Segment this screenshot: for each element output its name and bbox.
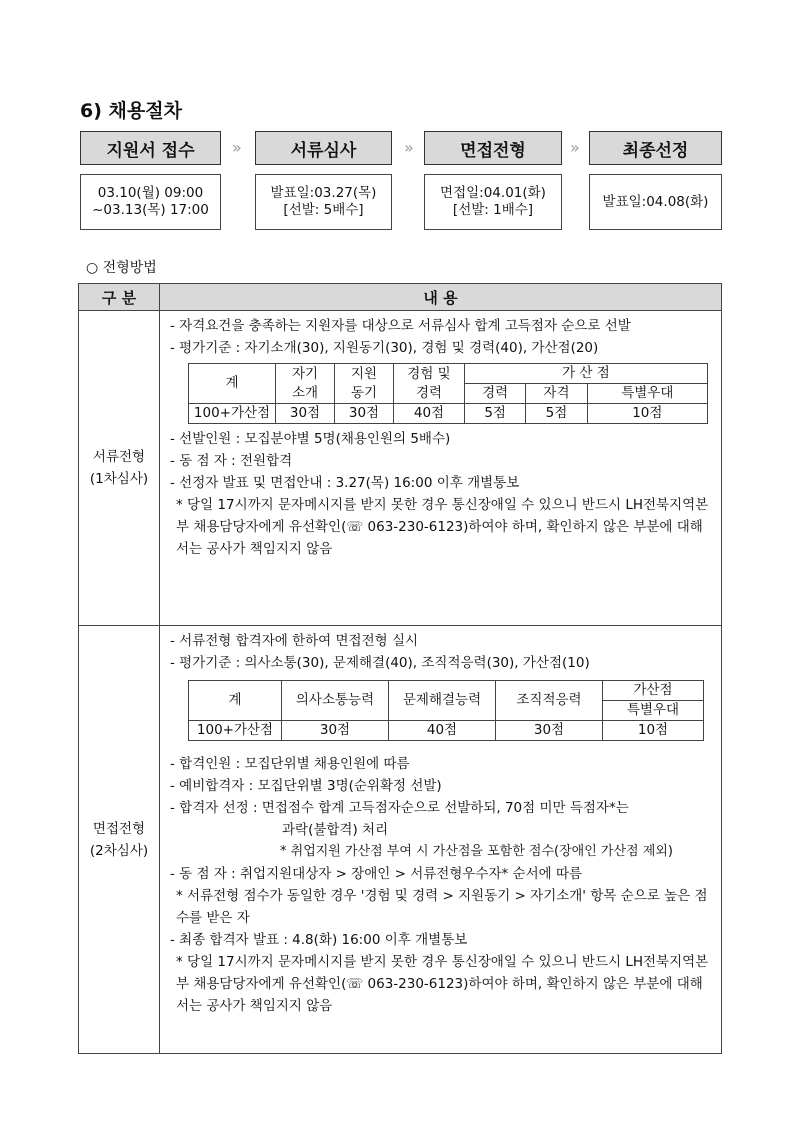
score-header: 의사소통능력 [282, 681, 389, 721]
stage-detail-application [80, 174, 221, 230]
content-cell [160, 626, 722, 1054]
category-sub: (1차심사) [89, 471, 149, 487]
score-subheader: 특별우대 [587, 384, 707, 404]
content-cell [160, 311, 722, 626]
score-cell: 30점 [276, 404, 335, 424]
detail-line: 면접일:04.01(화) [440, 185, 546, 201]
content-line: - 예비합격자 : 모집단위별 3명(순위확정 선발) [170, 778, 442, 794]
stage-detail-interview [424, 174, 562, 230]
score-cell: 30점 [335, 404, 394, 424]
content-line: - 자격요건을 충족하는 지원자를 대상으로 서류심사 합계 고득점자 순으로 선발 [170, 318, 631, 334]
stage-application [80, 131, 221, 165]
stage-document-review [255, 131, 392, 165]
score-cell: 30점 [282, 721, 389, 741]
score-table-document [188, 363, 708, 424]
content-line: - 선발인원 : 모집분야별 5명(채용인원의 5배수) [170, 431, 451, 447]
detail-line: [선발: 5배수] [283, 202, 364, 218]
content-line: - 동 점 자 : 취업지원대상자 > 장애인 > 서류전형우수자* 순서에 따름 [170, 866, 583, 882]
section-title: 6) 채용절차 [80, 100, 182, 122]
score-subheader: 특별우대 [603, 701, 704, 721]
score-cell: 10점 [587, 404, 707, 424]
score-cell: 10점 [603, 721, 704, 741]
content-line: - 서류전형 합격자에 한하여 면접전형 실시 [170, 633, 419, 649]
score-header: 가 산 점 [465, 364, 708, 384]
score-cell: 30점 [496, 721, 603, 741]
detail-line: 03.10(월) 09:00 [97, 185, 204, 201]
score-subheader: 자격 [526, 384, 587, 404]
content-line: - 합격자 선정 : 면접점수 합계 고득점자순으로 선발하되, 70점 미만 득점자*는 [170, 800, 629, 816]
row-interview [79, 626, 722, 1054]
header-content: 내 용 [160, 284, 722, 311]
score-header: 가산점 [603, 681, 704, 701]
asterisk-note: * 취업지원 가산점 부여 시 가산점을 포함한 점수(장애인 가산점 제외) [280, 844, 673, 859]
note-text: * 당일 17시까지 문자메시지를 받지 못한 경우 통신장애일 수 있으니 반드시 LH전북지역본부 채용담당자에게 유선확인(☏ 063-230-6123)하여야 하며, 확인하지 않은 부분에 대해서는 공사가 책임지지 않음 [176, 497, 709, 557]
arrow-icon: » [570, 138, 580, 157]
score-header: 계 [189, 364, 276, 404]
content-line: - 평가기준 : 자기소개(30), 지원동기(30), 경험 및 경력(40), 가산점(20) [170, 340, 599, 356]
detail-line: ~03.13(목) 17:00 [92, 202, 209, 218]
stage-label: 면접전형 [460, 140, 526, 161]
score-cell: 100+가산점 [189, 721, 282, 741]
content-line: 과락(불합격) 처리 [282, 822, 389, 838]
method-heading: ○ 전형방법 [86, 260, 157, 276]
note-text: * 당일 17시까지 문자메시지를 받지 못한 경우 통신장애일 수 있으니 반드시 LH전북지역본부 채용담당자에게 유선확인(☏ 063-230-6123)하여야 하며, 확인하지 않은 부분에 대해서는 공사가 책임지지 않음 [176, 954, 709, 1014]
score-header: 경험 및 경력 [394, 364, 465, 404]
stage-detail-document-review [255, 174, 392, 230]
score-header: 조직적응력 [496, 681, 603, 721]
score-subheader: 경력 [465, 384, 526, 404]
category-name: 면접전형 [92, 820, 146, 837]
stage-label: 서류심사 [290, 140, 357, 161]
arrow-icon: » [404, 138, 414, 157]
method-table [78, 283, 722, 1054]
content-line: - 동 점 자 : 전원합격 [170, 453, 293, 469]
score-cell: 5점 [465, 404, 526, 424]
score-cell: 40점 [394, 404, 465, 424]
content-line: - 평가기준 : 의사소통(30), 문제해결(40), 조직적응력(30), 가산점(10) [170, 655, 590, 671]
score-header: 지원 동기 [335, 364, 394, 404]
category-name: 서류전형 [92, 449, 146, 465]
stage-interview [424, 131, 562, 165]
score-cell: 100+가산점 [189, 404, 276, 424]
content-line: - 합격인원 : 모집단위별 채용인원에 따름 [170, 756, 410, 772]
category-cell [79, 311, 160, 626]
detail-line: [선발: 1배수] [452, 202, 534, 218]
score-header: 계 [189, 681, 282, 721]
stage-detail-final [589, 174, 722, 230]
category-sub: (2차심사) [89, 842, 149, 859]
detail-line: 발표일:04.08(화) [602, 193, 709, 210]
stage-label: 지원서 접수 [106, 140, 195, 161]
score-cell: 5점 [526, 404, 587, 424]
score-cell: 40점 [389, 721, 496, 741]
content-line: - 최종 합격자 발표 : 4.8(화) 16:00 이후 개별통보 [170, 932, 468, 948]
note-text: * 서류전형 점수가 동일한 경우 '경험 및 경력 > 지원동기 > 자기소개' 항목 순으로 높은 점수를 받은 자 [176, 888, 708, 926]
detail-line: 발표일:03.27(목) [270, 185, 377, 201]
score-header: 문제해결능력 [389, 681, 496, 721]
score-table-interview [188, 680, 704, 741]
arrow-icon: » [232, 138, 242, 157]
category-cell [79, 626, 160, 1054]
stage-final [589, 131, 722, 165]
content-line: - 선정자 발표 및 면접안내 : 3.27(목) 16:00 이후 개별통보 [170, 475, 520, 491]
stage-label: 최종선정 [622, 140, 689, 161]
row-document-screening [79, 311, 722, 626]
header-category: 구 분 [79, 284, 160, 311]
score-header: 자기 소개 [276, 364, 335, 404]
